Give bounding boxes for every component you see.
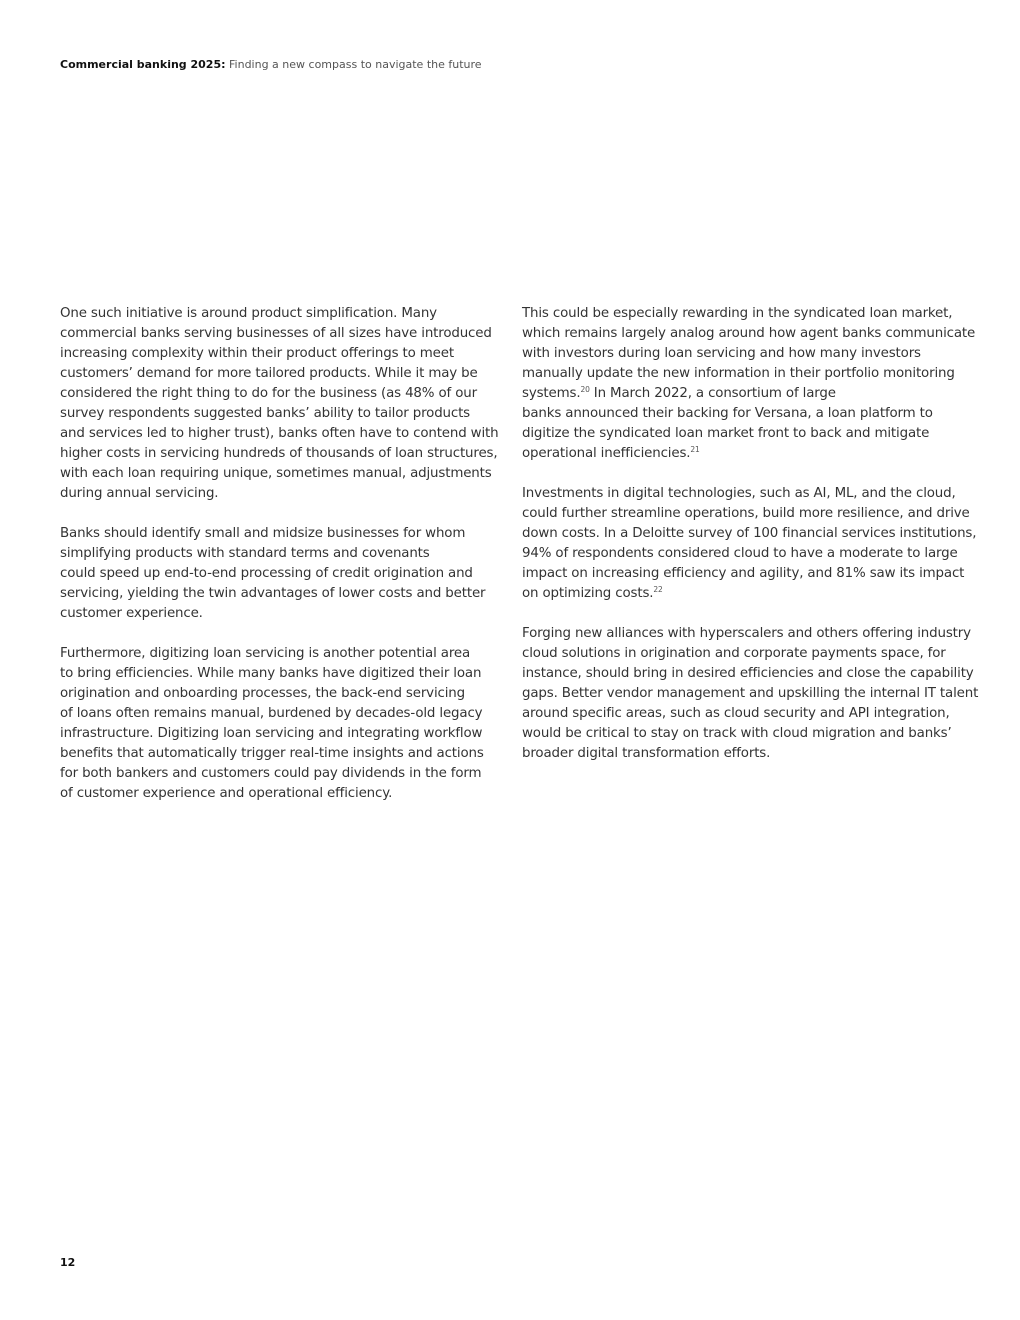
text-line: down costs. In a Deloitte survey of 100 financial services institutions, (522, 526, 977, 541)
text-line: Furthermore, digitizing loan servicing is another potential area (60, 646, 471, 661)
text-line: This could be especially rewarding in the syndicated loan market, (522, 306, 953, 321)
text-line: increasing complexity within their product offerings to meet (60, 346, 454, 361)
text-line: of customer experience and operational efficiency. (60, 786, 393, 801)
text-line: One such initiative is around product simplification. Many (60, 306, 437, 321)
text-line: higher costs in servicing hundreds of thousands of loan structures, (60, 446, 498, 461)
header-title-bold: Commercial banking 2025: (60, 58, 226, 71)
text-line: Banks should identify small and midsize businesses for whom (60, 526, 466, 541)
text-line: benefits that automatically trigger real-time insights and actions (60, 746, 484, 761)
text-segment: operational inefficiencies. (522, 446, 691, 461)
paragraph-smb-identification (60, 524, 492, 624)
text-line: cloud solutions in origination and corporate payments space, for (522, 646, 946, 661)
text-line: banks announced their backing for Versana, a loan platform to (522, 406, 933, 421)
text-line: Forging new alliances with hyperscalers and others offering industry (522, 626, 971, 641)
text-line: 94% of respondents considered cloud to have a moderate to large (522, 546, 958, 561)
right-column (522, 304, 979, 784)
text-line: to bring efficiencies. While many banks have digitized their loan (60, 666, 482, 681)
paragraph-product-simplification (60, 304, 499, 504)
page-number: 12 (60, 1256, 76, 1269)
text-line: customer experience. (60, 606, 203, 621)
running-header (60, 57, 482, 73)
text-line: could further streamline operations, build more resilience, and drive (522, 506, 970, 521)
text-segment: In March 2022, a consortium of large (589, 386, 836, 401)
text-line: gaps. Better vendor management and upskilling the internal IT talent (522, 686, 979, 701)
left-column (60, 304, 499, 824)
text-line: which remains largely analog around how agent banks communicate (522, 326, 976, 341)
text-line: Investments in digital technologies, such as AI, ML, and the cloud, (522, 486, 956, 501)
text-line: servicing, yielding the twin advantages of lower costs and better (60, 586, 486, 601)
text-line: could speed up end-to-end processing of credit origination and (60, 566, 473, 581)
text-line (522, 444, 962, 464)
text-line: impact on increasing efficiency and agility, and 81% saw its impact (522, 566, 965, 581)
text-line: origination and onboarding processes, the back-end servicing (60, 686, 465, 701)
text-line: instance, should bring in desired efficiencies and close the capability (522, 666, 974, 681)
paragraph-digital-investments (522, 484, 977, 604)
paragraph-new-alliances (522, 624, 979, 764)
text-line: with each loan requiring unique, sometimes manual, adjustments (60, 466, 492, 481)
text-line: simplifying products with standard terms and covenants (60, 546, 430, 561)
text-line (522, 584, 962, 604)
text-line: digitize the syndicated loan market front to back and mitigate (522, 426, 930, 441)
footnote-ref-21: 21 (690, 445, 700, 454)
text-line: broader digital transformation efforts. (522, 746, 771, 761)
text-line: commercial banks serving businesses of all sizes have introduced (60, 326, 492, 341)
text-line: for both bankers and customers could pay dividends in the form (60, 766, 482, 781)
paragraph-digitizing-loan-servicing (60, 644, 492, 804)
text-line: of loans often remains manual, burdened by decades-old legacy (60, 706, 483, 721)
footnote-ref-20: 20 (580, 385, 590, 394)
text-line: considered the right thing to do for the business (as 48% of our (60, 386, 477, 401)
paragraph-syndicated-loan-market (522, 304, 976, 464)
text-line: and services led to higher trust), banks often have to contend with (60, 426, 499, 441)
text-line: customers’ demand for more tailored products. While it may be (60, 366, 478, 381)
text-line: would be critical to stay on track with cloud migration and banks’ (522, 726, 952, 741)
text-line: infrastructure. Digitizing loan servicing and integrating workflow (60, 726, 483, 741)
text-segment: systems. (522, 386, 581, 401)
text-line: manually update the new information in their portfolio monitoring (522, 366, 955, 381)
text-line: during annual servicing. (60, 486, 219, 501)
text-line (522, 384, 962, 404)
footnote-ref-22: 22 (653, 585, 663, 594)
header-title-subtitle: Finding a new compass to navigate the future (229, 58, 482, 71)
text-line: survey respondents suggested banks’ ability to tailor products (60, 406, 471, 421)
text-line: around specific areas, such as cloud security and API integration, (522, 706, 950, 721)
text-line: with investors during loan servicing and how many investors (522, 346, 921, 361)
text-segment: on optimizing costs. (522, 586, 654, 601)
